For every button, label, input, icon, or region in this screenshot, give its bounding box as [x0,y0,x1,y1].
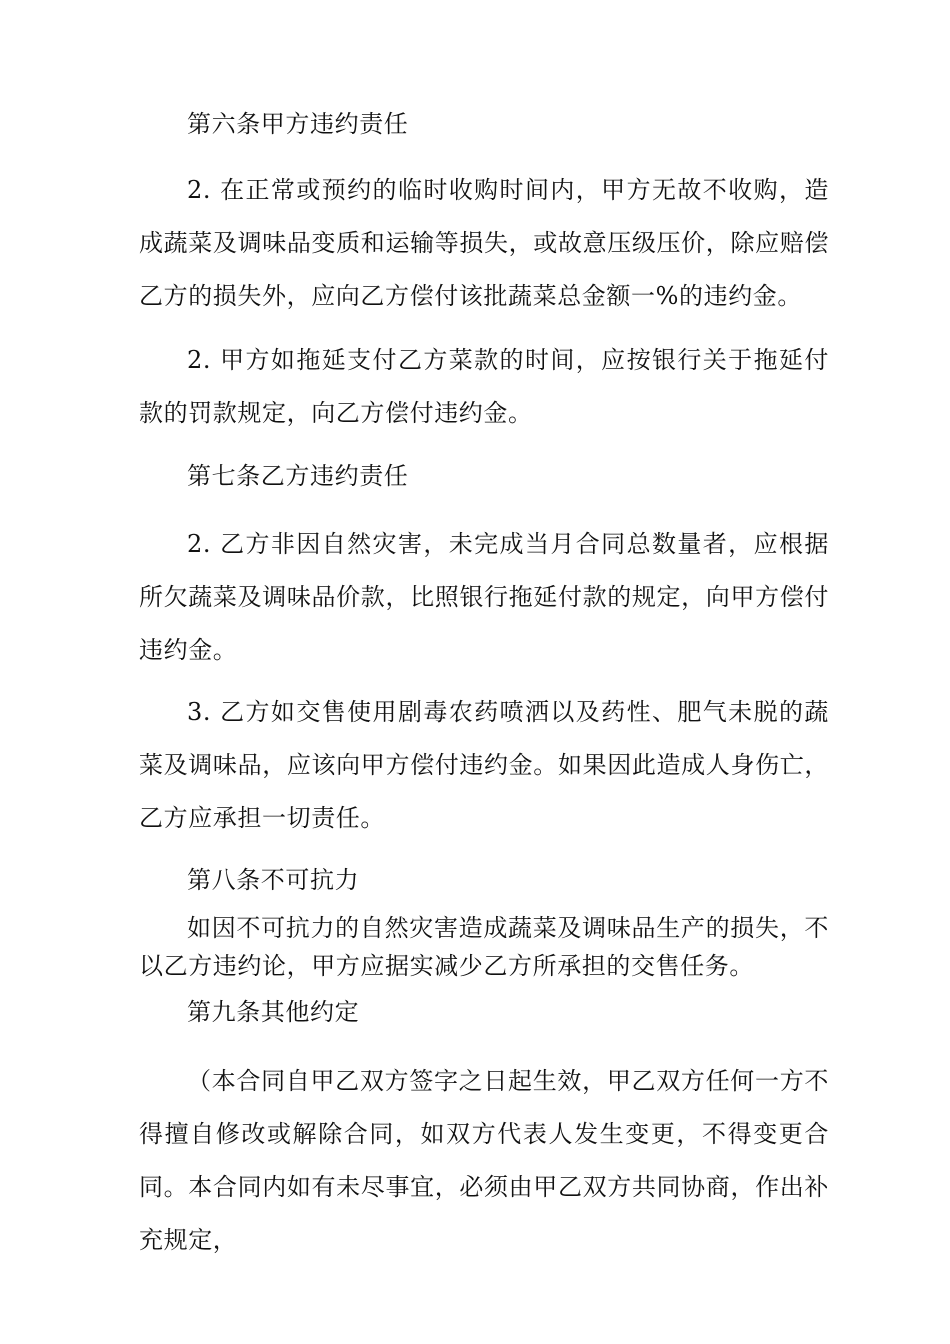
article-7-heading: 第七条乙方违约责任 [187,462,409,490]
article-8-text: 如因不可抗力的自然灾害造成蔬菜及调味品生产的损失，不以乙方违约论，甲方应据实减少乙方所承担的交售任务。 [139,914,829,980]
article-7-clause-1: 2. 乙方非因自然灾害，未完成当月合同总数量者，应根据所欠蔬菜及调味品价款，比照银行拖延付款的规定，向甲方偿付违约金。 [139,530,829,664]
article-8-heading: 第八条不可抗力 [187,866,360,894]
article-9-heading: 第九条其他约定 [187,998,360,1026]
article-9-text: （本合同自甲乙双方签字之日起生效，甲乙双方任何一方不得擅自修改或解除合同，如双方代表人发生变更，不得变更合同。本合同内如有未尽事宜，必须由甲乙双方共同协商，作出补充规定， [139,1067,829,1254]
article-6-clause-2: 2. 甲方如拖延支付乙方菜款的时间，应按银行关于拖延付款的罚款规定，向乙方偿付违约金。 [139,346,829,427]
article-6-clause-1: 2. 在正常或预约的临时收购时间内，甲方无故不收购，造成蔬菜及调味品变质和运输等损失，或故意压级压价，除应赔偿乙方的损失外，应向乙方偿付该批蔬菜总金额一%的违约金。 [139,176,829,310]
article-6-heading: 第六条甲方违约责任 [187,110,409,138]
article-7-clause-2: 3. 乙方如交售使用剧毒农药喷洒以及药性、肥气未脱的蔬菜及调味品，应该向甲方偿付违约金。如果因此造成人身伤亡，乙方应承担一切责任。 [139,698,829,832]
